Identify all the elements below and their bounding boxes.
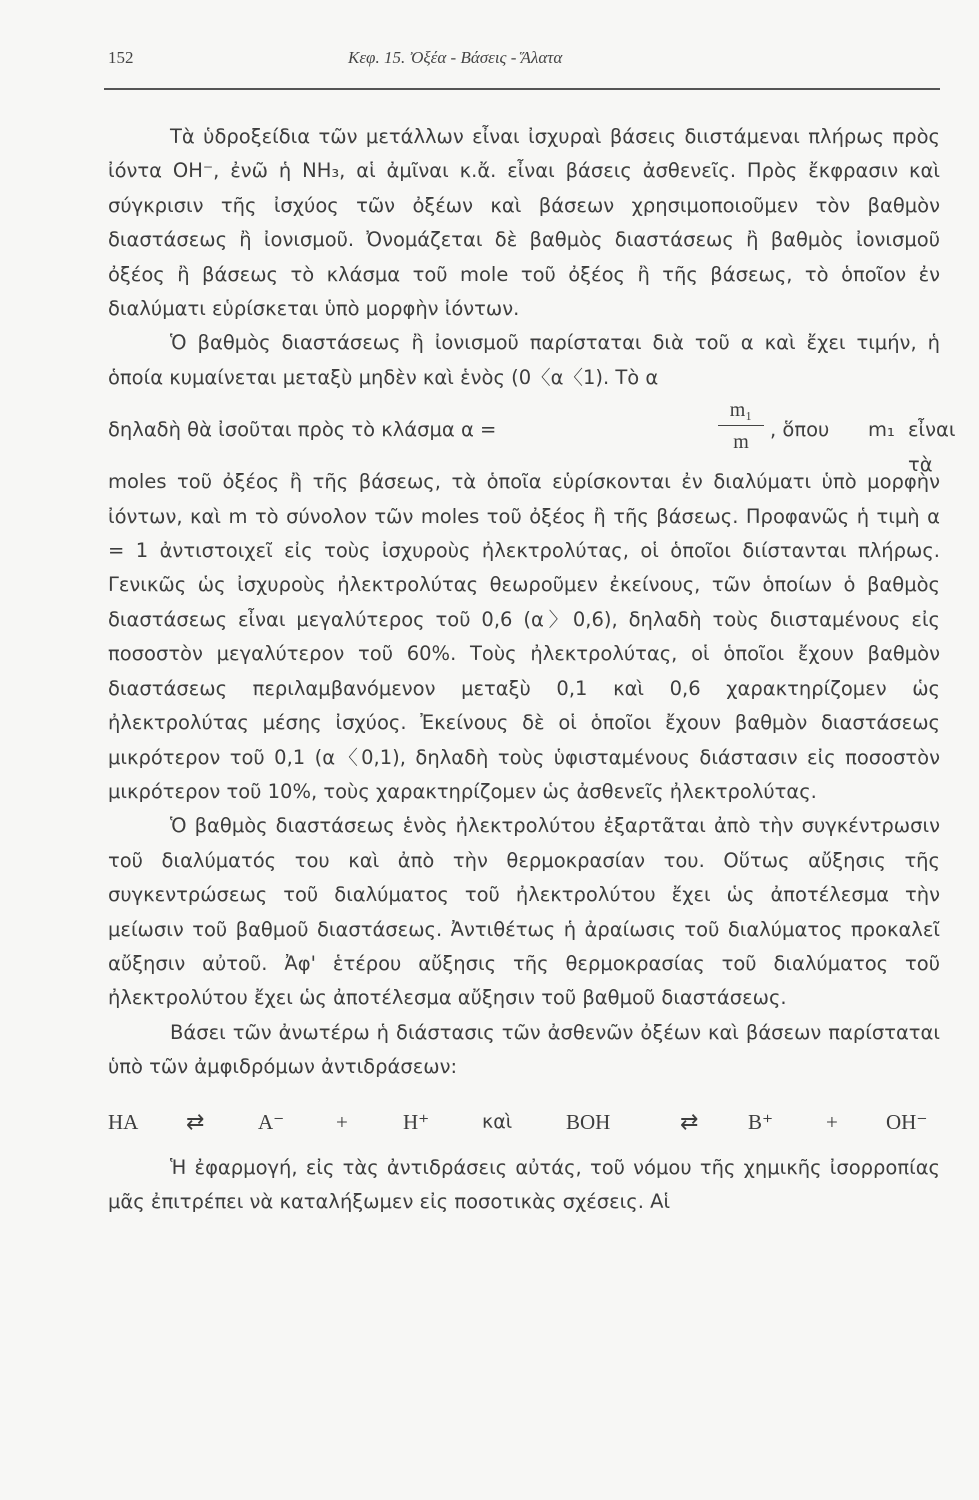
eq-plus-1: + [336, 1109, 348, 1134]
paragraph-weak-dissociation: Βάσει τῶν ἀνωτέρω ἡ διάστασις τῶν ἀσθενῶν ὀξέων καὶ βάσεων παρίσταται ὑπὸ τῶν ἀμφιδρόμων ἀντιδράσεων: [108, 1020, 940, 1079]
eq-plus-2: + [826, 1109, 838, 1134]
chapter-title: Κεφ. 15. Ὀξέα - Βάσεις - Ἅλατα [348, 48, 563, 67]
paragraph-hydroxides: Τὰ ὑδροξείδια τῶν μετάλλων εἶναι ἰσχυραὶ βάσεις διιστάμεναι πλήρως πρὸς ἰόντα OH⁻, ἐνῶ ἡ NH₃, αἱ ἀμῖναι κ.ἄ. εἶναι βάσεις ἀσθενεῖς. Πρὸς ἔκφρασιν καὶ σύγκρισιν τῆς ἰσχύος τῶν ὀξέων καὶ βάσεων χρησιμοποιοῦμεν τὸν βαθμὸν διαστάσεως ἢ ἰονισμοῦ. Ὀνομάζεται δὲ βαθμὸς διαστάσεως ἢ βαθμὸς ἰονισμοῦ ὀξέος ἢ βάσεως τὸ κλάσμα τοῦ mole τοῦ ὀξέος ἢ τῆς βάσεως, τὸ ὁποῖον ἐν διαλύματι εὑρίσκεται ὑπὸ μορφὴν ἰόντων. [108, 125, 940, 321]
paragraph-ionization-degree: Ὁ βαθμὸς διαστάσεως ἢ ἰονισμοῦ παρίσταται διὰ τοῦ α καὶ ἔχει τιμήν, ἡ ὁποία κυμαίνεται μεταξὺ μηδὲν καὶ ἑνὸς (0〈α〈1). Τὸ α [108, 331, 940, 389]
header-rule [104, 88, 940, 90]
paragraph-equilibrium-law: Ἡ ἐφαρμογή, εἰς τὰς ἀντιδράσεις αὐτάς, τοῦ νόμου τῆς χημικῆς ἰσορροπίας μᾶς ἐπιτρέπει νὰ καταλήξωμεν εἰς ποσοτικὰς σχέσεις. Αἱ [108, 1155, 940, 1213]
body-text [108, 120, 956, 1219]
alpha-fraction [718, 395, 764, 456]
fraction-m1: m₁ [868, 418, 895, 442]
equilibrium-arrow-icon-2: ⇄ [680, 1108, 697, 1134]
fraction-denominator: m [733, 431, 749, 454]
page-header [108, 48, 938, 78]
eq-boh: BOH [566, 1109, 611, 1134]
fraction-trail-text-2: εἶναι τὰ [908, 418, 956, 476]
fraction-trail-text: , ὅπου [770, 418, 830, 442]
eq-h-plus: H⁺ [403, 1109, 430, 1134]
fraction-line [108, 395, 956, 476]
eq-a-minus: A⁻ [258, 1109, 285, 1134]
eq-oh-minus: OH⁻ [886, 1109, 928, 1134]
paragraph-concentration: Ὁ βαθμὸς διαστάσεως ἑνὸς ἠλεκτρολύτου ἐξαρτᾶται ἀπὸ τὴν συγκέντρωσιν τοῦ διαλύματός του καὶ ἀπὸ τὴν θερμοκρασίαν του. Οὕτως αὔξησις τῆς συγκεντρώσεως τοῦ διαλύματος τοῦ ἠλεκτρολύτου ἔχει ὡς ἀποτέλεσμα τὴν μείωσιν τοῦ βαθμοῦ διαστάσεως. Ἀντιθέτως ἡ ἀραίωσις τοῦ διαλύματος προκαλεῖ αὔξησιν αὐτοῦ. Ἀφ' ἑτέρου αὔξησις τῆς θερμοκρασίας τοῦ διαλύματος τοῦ ἠλεκτρολύτου ἔχει ὡς ἀποτέλεσμα αὔξησιν τοῦ βαθμοῦ διαστάσεως. [108, 814, 940, 1010]
page-number: 152 [108, 48, 134, 67]
paragraph-moles: moles τοῦ ὀξέος ἢ τῆς βάσεως, τὰ ὁποῖα εὑρίσκονται ἐν διαλύματι ὑπὸ μορφὴν ἰόντων, καὶ m τὸ σύνολον τῶν moles τοῦ ὀξέος ἢ τῆς βάσεως. Προφανῶς ἡ τιμὴ α = 1 ἀντιστοιχεῖ εἰς τοὺς ἰσχυροὺς ἠλεκτρολύτας, οἱ ὁποῖοι διίστανται πλήρως. Γενικῶς ὡς ἰσχυροὺς ἠλεκτρολύτας θεωροῦμεν ἐκείνους, τῶν ὁποίων ὁ βαθμὸς διαστάσεως εἶναι μεγαλύτερος τοῦ 0,6 (α〉0,6), δηλαδὴ τοὺς διισταμένους εἰς ποσοστὸν μεγαλύτερον τοῦ 60%. Τοὺς ἠλεκτρολύτας, οἱ ὁποῖοι ἔχουν βαθμὸν διαστάσεως περιλαμβανόμενον μεταξὺ 0,1 καὶ 0,6 χαρακτηρίζομεν ὡς ἠλεκτρολύτας μέσης ἰσχύος. Ἐκείνους δὲ οἱ ὁποῖοι ἔχουν βαθμὸν διαστάσεως μικρότερον τοῦ 0,1 (α〈0,1), δηλαδὴ τοὺς ὑφισταμένους διάστασιν εἰς ποσοστὸν μικρότερον τοῦ 10%, τοὺς χαρακτηρίζομεν ὡς ἀσθενεῖς ἠλεκτρολύτας. [108, 470, 940, 803]
eq-and: καὶ [482, 1110, 513, 1133]
fraction-numerator: m₁ [718, 395, 764, 426]
equilibrium-arrow-icon: ⇄ [186, 1108, 203, 1134]
fraction-lead-text: δηλαδὴ θὰ ἰσοῦται πρὸς τὸ κλάσμα α = [108, 418, 497, 442]
eq-ha: HA [108, 1109, 139, 1134]
dissociation-equation [108, 1091, 940, 1151]
eq-b-plus: B⁺ [748, 1109, 774, 1134]
